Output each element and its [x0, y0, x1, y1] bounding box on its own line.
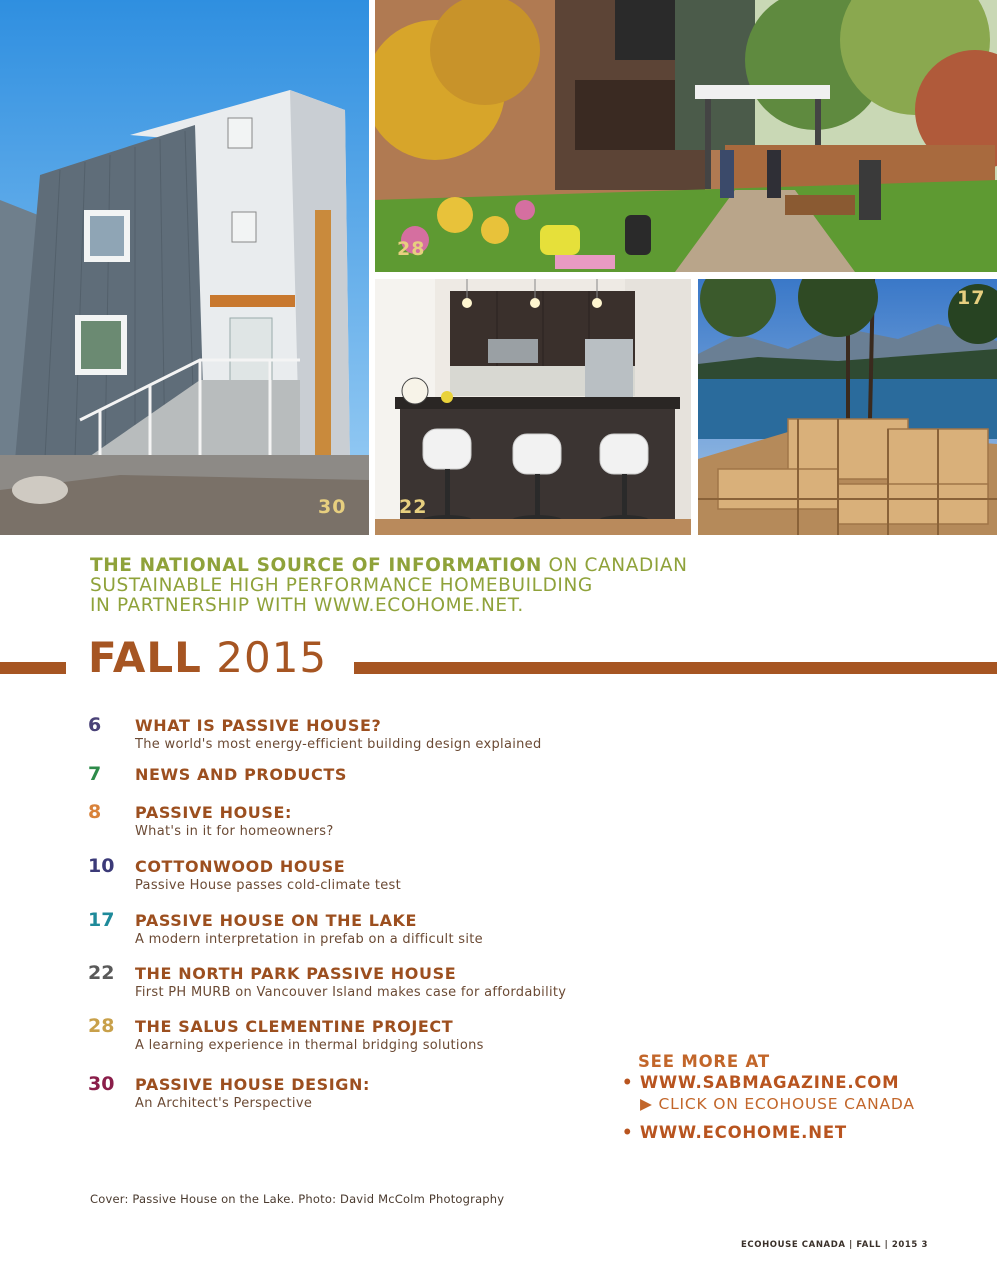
toc-title: THE SALUS CLEMENTINE PROJECT — [135, 1017, 454, 1036]
photo-north-park-house — [0, 0, 369, 535]
toc-title: COTTONWOOD HOUSE — [135, 857, 346, 876]
tagline — [90, 556, 810, 616]
page-number-label: 28 — [397, 238, 426, 260]
issue-year: 2015 — [216, 633, 328, 682]
toc-title: THE NORTH PARK PASSIVE HOUSE — [135, 964, 457, 983]
toc-subtitle: What's in it for homeowners? — [135, 824, 334, 839]
page-folio: ECOHOUSE CANADA | FALL | 2015 3 — [741, 1240, 928, 1250]
tagline-line2: SUSTAINABLE HIGH PERFORMANCE HOMEBUILDING — [90, 575, 593, 596]
tagline-line3: IN PARTNERSHIP WITH WWW.ECOHOME.NET. — [90, 595, 524, 616]
toc-page-number: 22 — [88, 962, 115, 984]
photo-north-park-kitchen — [375, 279, 691, 535]
page-number-label: 22 — [399, 496, 428, 518]
toc-title: NEWS AND PRODUCTS — [135, 765, 347, 784]
toc-page-number: 17 — [88, 909, 115, 931]
tagline-line1-rest: ON CANADIAN — [541, 555, 688, 576]
sabmagazine-link[interactable]: • WWW.SABMAGAZINE.COM — [622, 1073, 900, 1092]
divider-rule-left — [0, 662, 66, 674]
toc-page-number: 28 — [88, 1015, 115, 1037]
toc-page-number: 30 — [88, 1073, 115, 1095]
toc-subtitle: The world's most energy-efficient building design explained — [135, 737, 542, 752]
page-number-label: 17 — [957, 287, 986, 309]
see-more-heading: SEE MORE AT — [638, 1052, 770, 1071]
toc-title: PASSIVE HOUSE ON THE LAKE — [135, 911, 418, 930]
divider-rule-right — [354, 662, 997, 674]
tagline-bold: THE NATIONAL SOURCE OF INFORMATION — [90, 555, 542, 576]
photo-lake-house-framing — [698, 279, 997, 535]
toc-subtitle: An Architect's Perspective — [135, 1096, 313, 1111]
toc-page-number: 8 — [88, 801, 102, 823]
toc-page-number: 6 — [88, 714, 102, 736]
toc-subtitle: Passive House passes cold-climate test — [135, 878, 401, 893]
click-ecohouse-link[interactable]: ▶ CLICK ON ECOHOUSE CANADA — [640, 1095, 915, 1113]
toc-page-number: 7 — [88, 763, 102, 785]
toc-title: WHAT IS PASSIVE HOUSE? — [135, 716, 382, 735]
toc-page-number: 10 — [88, 855, 115, 877]
toc-subtitle: First PH MURB on Vancouver Island makes case for affordability — [135, 985, 567, 1000]
cover-credit: Cover: Passive House on the Lake. Photo: David McColm Photography — [90, 1192, 505, 1206]
photo-salus-clementine-garden — [375, 0, 997, 272]
toc-title: PASSIVE HOUSE DESIGN: — [135, 1075, 371, 1094]
toc-subtitle: A modern interpretation in prefab on a difficult site — [135, 932, 483, 947]
toc-title: PASSIVE HOUSE: — [135, 803, 293, 822]
toc-subtitle: A learning experience in thermal bridging solutions — [135, 1038, 484, 1053]
issue-title — [88, 634, 327, 682]
page-number-label: 30 — [318, 496, 347, 518]
issue-season: FALL — [88, 633, 202, 682]
ecohome-link[interactable]: • WWW.ECOHOME.NET — [622, 1123, 847, 1142]
